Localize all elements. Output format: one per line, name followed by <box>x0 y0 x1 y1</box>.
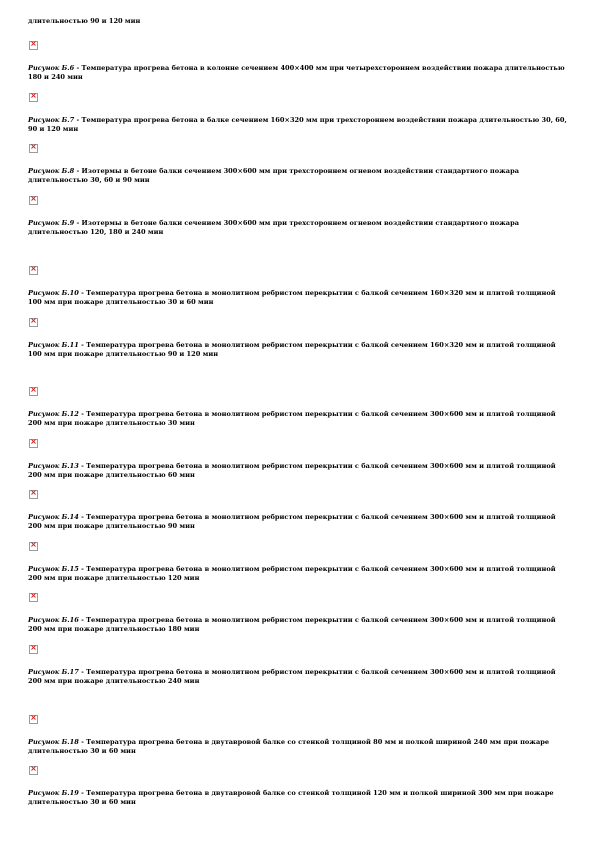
caption-separator: - <box>78 289 87 297</box>
figure-block <box>28 490 568 530</box>
caption-separator: - <box>78 668 87 676</box>
broken-image-icon <box>29 93 38 102</box>
broken-image-icon <box>29 766 38 775</box>
figure-label: Рисунок Б.15 <box>28 565 79 573</box>
figure-caption <box>28 513 568 530</box>
figure-caption <box>28 668 568 685</box>
figure-caption-text: Температура прогрева бетона в монолитном ребристом перекрытии с балкой сечением 300×600 мм и плитой толщиной 200 мм при пожаре длительностью 120 мин <box>28 565 556 582</box>
figure-block <box>28 715 568 755</box>
caption-separator: - <box>78 462 87 470</box>
figure-caption-text: Температура прогрева бетона в монолитном ребристом перекрытии с балкой сечением 300×600 мм и плитой толщиной 200 мм при пожаре длительностью 90 мин <box>28 513 556 530</box>
figure-caption-text: Температура прогрева бетона в монолитном ребристом перекрытии с балкой сечением 300×600 мм и плитой толщиной 200 мм при пожаре длительностью 240 мин <box>28 668 556 685</box>
caption-separator: - <box>74 219 82 227</box>
figure-caption <box>28 219 568 236</box>
caption-separator: - <box>74 116 82 124</box>
figure-caption <box>28 410 568 427</box>
figure-caption <box>28 616 568 633</box>
figure-caption <box>28 289 568 306</box>
figure-block <box>28 266 568 306</box>
figure-caption-text: Температура прогрева бетона в монолитном ребристом перекрытии с балкой сечением 160×320 мм и плитой толщиной 100 мм при пожаре длительностью 30 и 60 мин <box>28 289 556 306</box>
figure-caption-text: Температура прогрева бетона в двутавровой балке со стенкой толщиной 80 мм и полкой шириной 240 мм при пожаре длительностью 30 и 60 мин <box>28 738 550 755</box>
broken-image-icon <box>29 144 38 153</box>
caption-separator: - <box>78 565 87 573</box>
figure-block <box>28 93 568 133</box>
figure-label: Рисунок Б.13 <box>28 462 79 470</box>
caption-separator: - <box>74 64 82 72</box>
caption-separator: - <box>78 616 87 624</box>
broken-image-icon <box>29 715 38 724</box>
figure-label: Рисунок Б.8 <box>28 167 75 175</box>
figure-caption <box>28 462 568 479</box>
caption-separator: - <box>78 513 87 521</box>
figure-label: Рисунок Б.12 <box>28 410 79 418</box>
figure-caption-text: Температура прогрева бетона в монолитном ребристом перекрытии с балкой сечением 300×600 мм и плитой толщиной 200 мм при пожаре длительностью 180 мин <box>28 616 556 633</box>
figure-label: Рисунок Б.17 <box>28 668 79 676</box>
figure-caption-text: Изотермы в бетоне балки сечением 300×600 мм при трехстороннем огневом воздействии стандартного пожара длительностью 30, 60 и 90 мин <box>28 167 519 184</box>
figure-label: Рисунок Б.11 <box>28 341 79 349</box>
figure-label: Рисунок Б.9 <box>28 219 75 227</box>
figure-block <box>28 196 568 236</box>
broken-image-icon <box>29 490 38 499</box>
figure-label: Рисунок Б.18 <box>28 738 79 746</box>
figure-caption-text: Изотермы в бетоне балки сечением 300×600 мм при трехстороннем огневом воздействии стандартного пожара длительностью 120, 180 и 240 мин <box>28 219 519 236</box>
broken-image-icon <box>29 41 38 50</box>
broken-image-icon <box>29 387 38 396</box>
figure-caption <box>28 738 568 755</box>
broken-image-icon <box>29 542 38 551</box>
figure-label: Рисунок Б.19 <box>28 789 79 797</box>
figure-label: Рисунок Б.16 <box>28 616 79 624</box>
figure-block <box>28 439 568 479</box>
broken-image-icon <box>29 318 38 327</box>
figure-caption <box>28 565 568 582</box>
continued-caption-text: длительностью 90 и 120 мин <box>28 17 141 25</box>
figure-block <box>28 41 568 81</box>
figure-label: Рисунок Б.6 <box>28 64 75 72</box>
figure-block <box>28 542 568 582</box>
figure-block <box>28 318 568 358</box>
figure-block <box>28 645 568 685</box>
caption-separator: - <box>78 341 87 349</box>
figure-label: Рисунок Б.10 <box>28 289 79 297</box>
figure-caption-text: Температура прогрева бетона в монолитном ребристом перекрытии с балкой сечением 300×600 мм и плитой толщиной 200 мм при пожаре длительностью 30 мин <box>28 410 556 427</box>
figure-block <box>28 387 568 427</box>
caption-separator: - <box>78 789 87 797</box>
figure-caption-text: Температура прогрева бетона в колонне сечением 400×400 мм при четырехстороннем воздействии пожара длительностью 180 и 240 мин <box>28 64 565 81</box>
figure-caption <box>28 116 568 133</box>
figure-label: Рисунок Б.14 <box>28 513 79 521</box>
figure-block <box>28 144 568 184</box>
figure-caption <box>28 167 568 184</box>
figure-block <box>28 766 568 806</box>
figure-caption <box>28 789 568 806</box>
figure-caption <box>28 341 568 358</box>
figure-caption-text: Температура прогрева бетона в балке сечением 160×320 мм при трехстороннем воздействии пожара длительностью 30, 60, 90 и 120 мин <box>28 116 567 133</box>
caption-separator: - <box>78 410 87 418</box>
broken-image-icon <box>29 196 38 205</box>
broken-image-icon <box>29 645 38 654</box>
figure-label: Рисунок Б.7 <box>28 116 75 124</box>
caption-separator: - <box>78 738 87 746</box>
figure-caption-text: Температура прогрева бетона в двутавровой балке со стенкой толщиной 120 мм и полкой шириной 300 мм при пожаре длительностью 30 и 60 мин <box>28 789 554 806</box>
broken-image-icon <box>29 593 38 602</box>
broken-image-icon <box>29 266 38 275</box>
figure-caption-text: Температура прогрева бетона в монолитном ребристом перекрытии с балкой сечением 160×320 мм и плитой толщиной 100 мм при пожаре длительностью 90 и 120 мин <box>28 341 556 358</box>
figure-caption <box>28 64 568 81</box>
figure-caption-text: Температура прогрева бетона в монолитном ребристом перекрытии с балкой сечением 300×600 мм и плитой толщиной 200 мм при пожаре длительностью 60 мин <box>28 462 556 479</box>
figure-block <box>28 593 568 633</box>
broken-image-icon <box>29 439 38 448</box>
caption-separator: - <box>74 167 82 175</box>
